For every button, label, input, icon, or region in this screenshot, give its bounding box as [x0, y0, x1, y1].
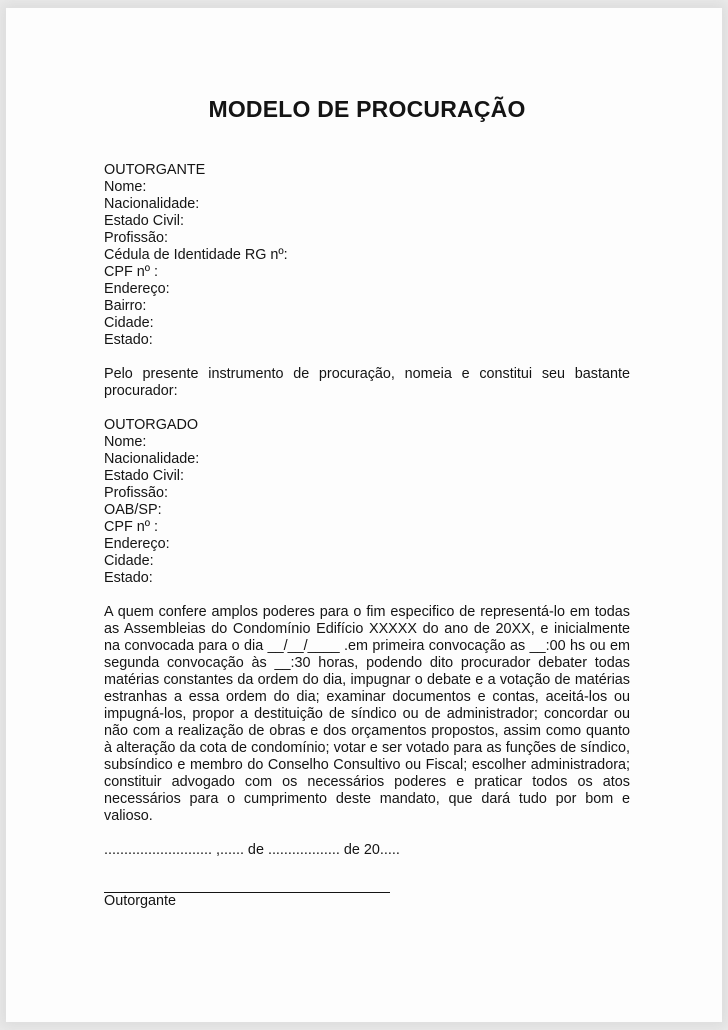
outorgado-field: OAB/SP:: [104, 502, 162, 518]
document-body: [104, 94, 630, 910]
outorgado-field: Cidade:: [104, 553, 154, 569]
outorgante-field: Estado Civil:: [104, 213, 184, 229]
outorgado-field: Profissão:: [104, 485, 168, 501]
outorgante-field: CPF nº :: [104, 264, 159, 280]
outorgado-section: [104, 417, 630, 587]
outorgado-field: CPF nº :: [104, 519, 159, 535]
date-line: ........................... ,...... de .................. de 20.....: [104, 842, 400, 858]
outorgante-field: Estado:: [104, 332, 153, 348]
outorgante-section: [104, 162, 630, 349]
document-title: MODELO DE PROCURAÇÃO: [208, 96, 526, 122]
outorgado-field: Nome:: [104, 434, 147, 450]
powers-paragraph: A quem confere amplos poderes para o fim especifico de representá-lo em todas as Assembleias do Condomínio Edifício XXXXX do ano de 20XX, e inicialmente na convocada para o dia __/__/____ .em primeira convocação as __:00 hs ou em segunda convocação às __:30 horas, podendo dito procurador debater todas matérias constantes da ordem do dia, impugnar o debate e a votação de matérias estranhas a essa ordem do dia; examinar documentos e contas, aceitá-los ou impugná-los, propor a destituição de síndico ou de administrador; concordar ou não com a realização de obras e dos orçamentos propostos, assim como quanto à alteração da cota de condomínio; votar e ser votado para as funções de síndico, subsíndico e membro do Conselho Consultivo ou Fiscal; escolher administradora; constituir advogado com os necessários poderes e praticar todos os atos necessários para o cumprimento deste mandato, que dará tudo por bom e valioso.: [104, 604, 630, 824]
outorgado-field: Endereço:: [104, 536, 170, 552]
outorgado-field: Estado Civil:: [104, 468, 184, 484]
intro-paragraph: Pelo presente instrumento de procuração, nomeia e constitui seu bastante procurador:: [104, 366, 630, 399]
signature-label: Outorgante: [104, 893, 177, 909]
signature-line: [104, 882, 390, 893]
document-page: [6, 8, 722, 1022]
outorgante-field: Cédula de Identidade RG nº:: [104, 247, 288, 263]
outorgante-field: Bairro:: [104, 298, 147, 314]
outorgante-field: Nome:: [104, 179, 147, 195]
outorgante-field: Cidade:: [104, 315, 154, 331]
outorgado-field: Estado:: [104, 570, 153, 586]
outorgante-field: Endereço:: [104, 281, 170, 297]
outorgante-field: Nacionalidade:: [104, 196, 200, 212]
outorgado-heading: OUTORGADO: [104, 417, 199, 433]
outorgado-field: Nacionalidade:: [104, 451, 200, 467]
outorgante-heading: OUTORGANTE: [104, 162, 206, 178]
outorgante-field: Profissão:: [104, 230, 168, 246]
